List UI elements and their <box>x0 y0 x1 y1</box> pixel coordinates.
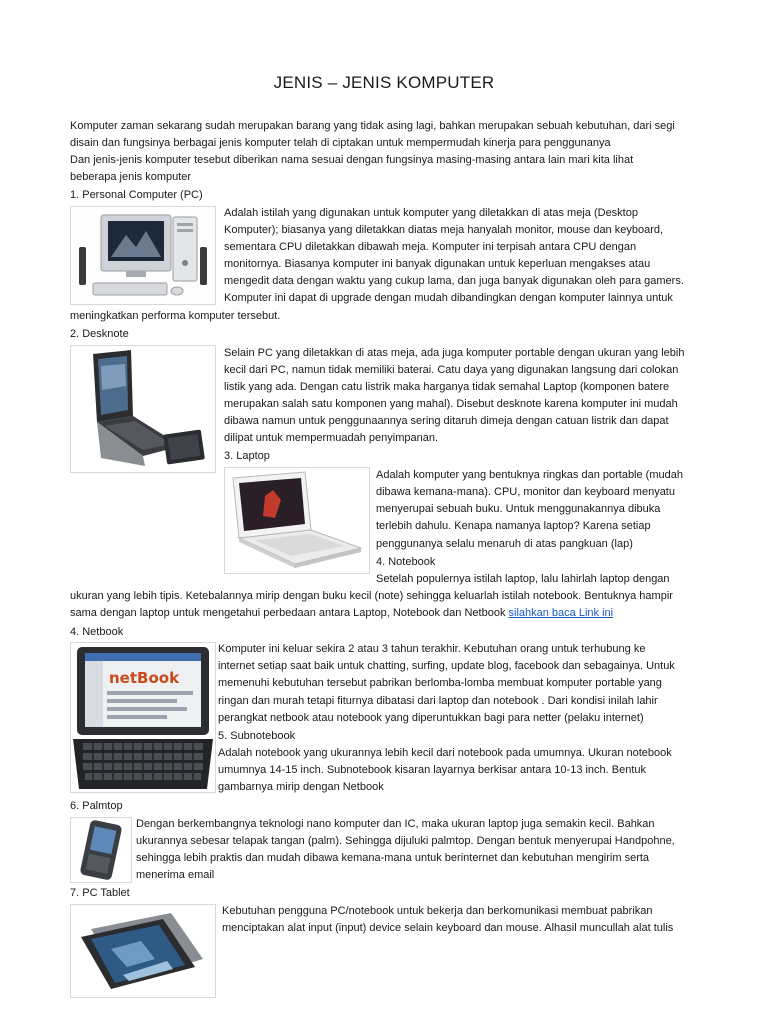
laptop-text-line: Adalah komputer yang bentuknya ringkas dan portable (mudah <box>376 469 683 481</box>
pc-text-line: Adalah istilah yang digunakan untuk komputer yang diletakkan di atas meja (Desktop <box>224 207 638 219</box>
palmtop-text-line: Dengan berkembangnya teknologi nano komputer dan IC, maka ukuran laptop juga semakin kecil. Bahkan <box>136 818 655 830</box>
pc-text-line: mengedit data dengan waktu yang cukup lama, dan juga banyak digunakan oleh para gamers. <box>224 275 684 287</box>
palmtop-text-line: menerima email <box>136 869 215 881</box>
notebook-text-line: ukuran yang lebih tipis. Ketebalannya mirip dengan buku kecil (note) sehingga keluarlah istilah notebook. Bentuknya hampir <box>70 590 673 602</box>
desknote-text-line: dilipat untuk mempermuadah penyimpanan. <box>224 432 439 444</box>
pc-heading: 1. Personal Computer (PC) <box>70 189 203 201</box>
netbook-heading: 4. Netbook <box>70 626 124 638</box>
laptop-text-line: dibawa kemana-mana). CPU, monitor dan keyboard menyatu <box>376 486 675 498</box>
intro-line: disain dan fungsinya berbagai jenis komputer telah di ciptakan untuk mempermudah kinerja para penggunanya <box>70 137 611 149</box>
palmtop-image <box>70 817 132 883</box>
palmtop-text-line: sehingga lebih praktis dan mudah dibawa kemana-mana untuk berinternet dan kebutuhan mengirim serta <box>136 852 650 864</box>
netbook-text-line: perangkat netbook atau notebook yang diperuntukkan bagi para netter (pelaku internet) <box>218 712 644 724</box>
pc-text-line: Komputer ini dapat di upgrade dengan mudah dibandingkan dengan komputer lainnya untuk <box>224 292 673 304</box>
netbook-text-line: internet setiap saat baik untuk chatting, surfing, update blog, facebook dan sebagainya. Untuk <box>218 660 675 672</box>
tablet-text-line: Kebutuhan pengguna PC/notebook untuk bekerja dan berkomunikasi membuat pabrikan <box>222 905 653 917</box>
laptop-text-line: penggunanya selalu menaruh di atas pangkuan (lap) <box>376 538 633 550</box>
netbook-image <box>70 642 216 793</box>
read-link[interactable]: silahkan baca Link ini <box>508 607 614 619</box>
desktop-pc-image <box>70 206 216 305</box>
tablet-text-line: menciptakan alat input (input) device selain keyboard dan mouse. Alhasil muncullah alat tulis <box>222 922 674 934</box>
intro-line: beberapa jenis komputer <box>70 171 192 183</box>
laptop-image <box>224 467 370 574</box>
netbook-text-line: ringan dan murah tetapi fiturnya dibatasi dari laptop dan notebook . Dari kondisi inilah lahir <box>218 695 658 707</box>
tablet-heading: 7. PC Tablet <box>70 887 130 899</box>
pc-text-line: sementara CPU diletakkan dibawah meja. Komputer ini terpisah antara CPU dengan <box>224 241 637 253</box>
desknote-text-line: merupakan salah satu komponen yang mahal). Disebut desknote karena komputer ini mudah <box>224 398 678 410</box>
desknote-text-line: dibawa namun untuk penggunaannya sering ditaruh dimeja dengan catuan listrik dan dapat <box>224 415 669 427</box>
notebook-text: sama dengan laptop untuk mengetahui perbedaan antara Laptop, Notebook dan Netbook <box>70 607 506 619</box>
subnotebook-heading: 5. Subnotebook <box>218 730 296 742</box>
desknote-text-line: Selain PC yang diletakkan di atas meja, ada juga komputer portable dengan ukuran yang lebih <box>224 347 685 359</box>
palmtop-heading: 6. Palmtop <box>70 800 123 812</box>
page-title: JENIS – JENIS KOMPUTER <box>273 73 495 92</box>
notebook-heading: 4. Notebook <box>376 556 436 568</box>
desknote-heading: 2. Desknote <box>70 328 129 340</box>
desknote-image <box>70 345 216 473</box>
desknote-text-line: listik yang ada. Dengan catu listrik maka harganya tidak semahal Laptop (komponen batere <box>224 381 670 393</box>
subnotebook-text-line: gambarnya mirip dengan Netbook <box>218 781 384 793</box>
pc-text-line: monitornya. Biasanya komputer ini banyak digunakan untuk keperluan mengakses atau <box>224 258 651 270</box>
subnotebook-text-line: Adalah notebook yang ukurannya lebih kecil dari notebook pada umumnya. Ukuran notebook <box>218 747 672 759</box>
notebook-text-line-with-link <box>70 605 613 622</box>
pc-text-line: meningkatkan performa komputer tersebut. <box>70 310 281 322</box>
pc-tablet-image <box>70 904 216 998</box>
subnotebook-text-line: umumnya 14-15 inch. Subnotebook kisaran layarnya berkisar antara 10-13 inch. Bentuk <box>218 764 647 776</box>
notebook-text-line: Setelah populernya istilah laptop, lalu lahirlah laptop dengan <box>376 573 670 585</box>
netbook-text-line: memenuhi kebutuhan tersebut pabrikan berlomba-lomba membuat komputer portable yang <box>218 677 662 689</box>
laptop-heading: 3. Laptop <box>224 450 270 462</box>
intro-line: Komputer zaman sekarang sudah merupakan barang yang tidak asing lagi, bahkan merupakan sebuah kebutuhan, dari segi <box>70 120 675 132</box>
desknote-text-line: kecil dari PC, namun tidak memiliki baterai. Catu daya yang digunakan langsung dari colokan <box>224 364 679 376</box>
intro-line: Dan jenis-jenis komputer tesebut diberikan nama sesuai dengan fungsinya masing-masing antara lain mari kita lihat <box>70 154 634 166</box>
laptop-text-line: terlebih dahulu. Kenapa namanya laptop? Karena setiap <box>376 520 651 532</box>
palmtop-text-line: ukurannya sebesar telapak tangan (palm). Sehingga dijuluki palmtop. Dengan bentuk menyerupai Handpohne, <box>136 835 675 847</box>
pc-text-line: Komputer); biasanya yang diletakkan diatas meja hanyalah monitor, mouse dan keyboard, <box>224 224 664 236</box>
laptop-text-line: menyerupai sebuah buku. Untuk menggunakannya dibuka <box>376 503 661 515</box>
netbook-text-line: Komputer ini keluar sekira 2 atau 3 tahun terakhir. Kebutuhan orang untuk terhubung ke <box>218 643 646 655</box>
netbook-screen-label: netBook <box>109 669 180 687</box>
